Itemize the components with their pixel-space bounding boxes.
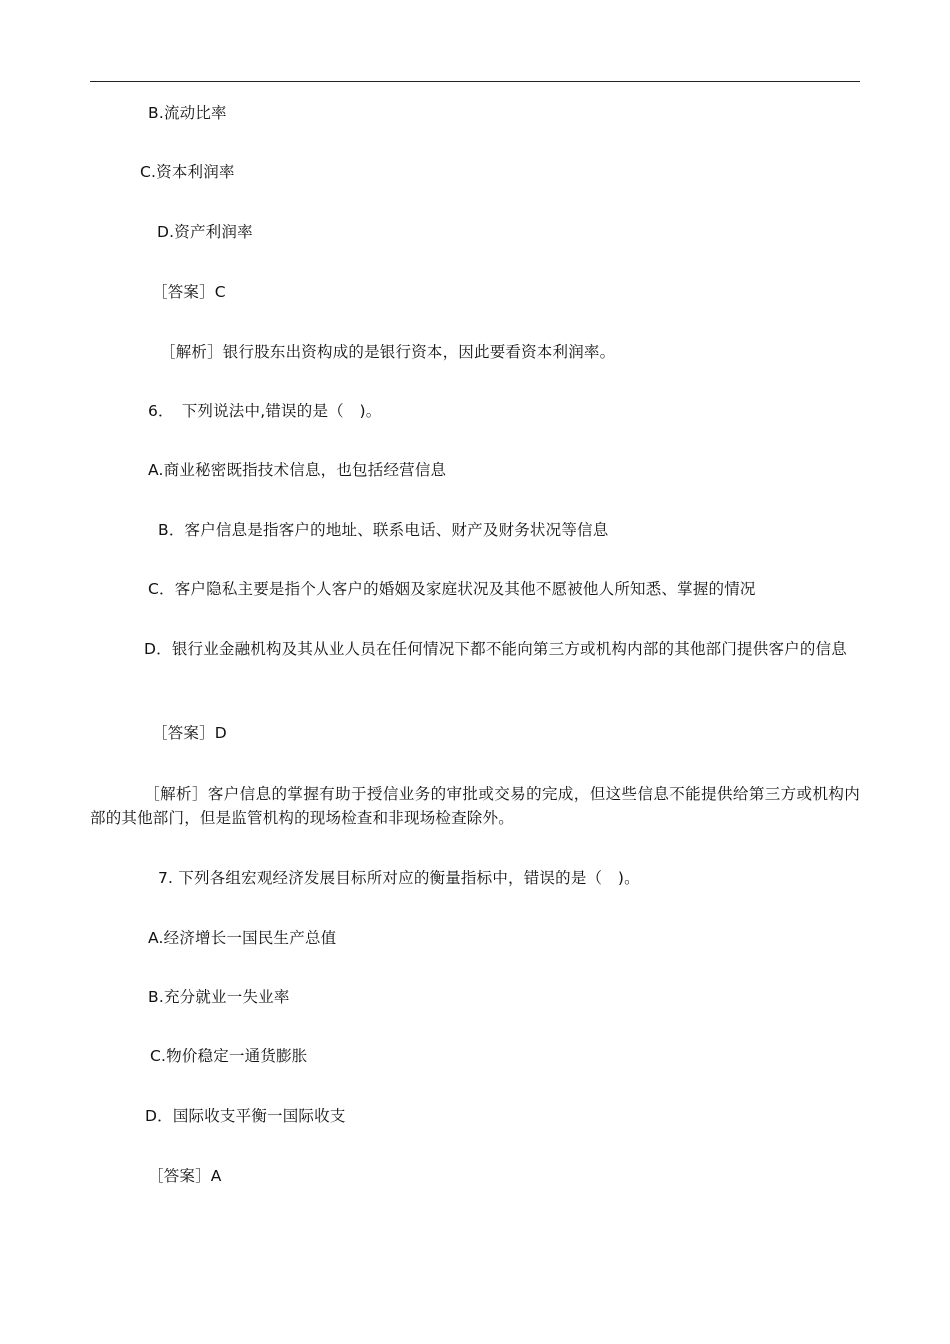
q6-option-c: C．客户隐私主要是指个人客户的婚姻及家庭状况及其他不愿被他人所知悉、掌握的情况 — [148, 580, 756, 598]
q6-option-d — [90, 637, 860, 661]
q6-option-d-text: D．银行业金融机构及其从业人员在任何情况下都不能向第三方或机构内部的其他部门提供客户的信息 — [144, 640, 847, 658]
q6-option-b: B．客户信息是指客户的地址、联系电话、财产及财务状况等信息 — [158, 521, 609, 539]
q7-answer: ［答案］A — [148, 1167, 222, 1185]
q7-option-a: A.经济增长一国民生产总值 — [148, 929, 337, 947]
q5-answer: ［答案］C — [152, 283, 226, 301]
q5-option-c: C.资本利润率 — [140, 163, 235, 181]
q5-analysis: ［解析］银行股东出资构成的是银行资本，因此要看资本利润率。 — [160, 343, 616, 361]
q7-option-d: D．国际收支平衡一国际收支 — [145, 1107, 346, 1125]
q5-option-d: D.资产利润率 — [157, 223, 253, 241]
q5-option-b: B.流动比率 — [148, 104, 227, 122]
q6-option-a: A.商业秘密既指技术信息，也包括经营信息 — [148, 461, 447, 479]
header-rule — [90, 81, 860, 82]
q7-option-c: C.物价稳定一通货膨胀 — [150, 1047, 308, 1065]
q6-analysis-text: ［解析］客户信息的掌握有助于授信业务的审批或交易的完成，但这些信息不能提供给第三方或机构内部的其他部门，但是监管机构的现场检查和非现场检查除外。 — [90, 785, 860, 827]
q6-question: 6． 下列说法中,错误的是（ )。 — [148, 402, 382, 420]
q7-question: 7. 下列各组宏观经济发展目标所对应的衡量指标中，错误的是（ )。 — [158, 869, 640, 887]
q7-option-b: B.充分就业一失业率 — [148, 988, 290, 1006]
q6-answer: ［答案］D — [152, 724, 227, 742]
q6-analysis — [90, 782, 860, 830]
